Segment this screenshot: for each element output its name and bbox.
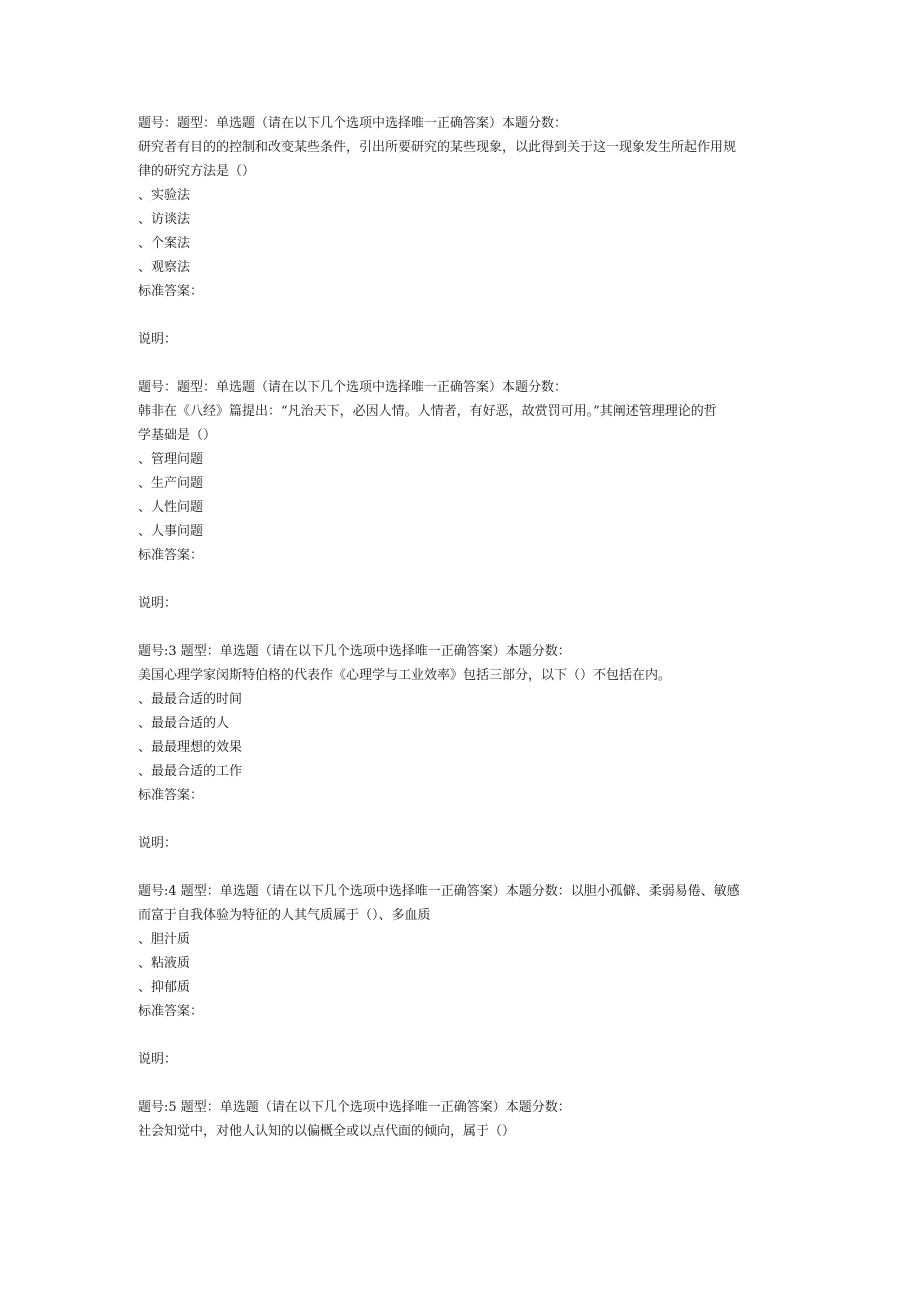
- answer-option: 、观察法: [138, 260, 191, 275]
- question-stem-line: 而富于自我体验为特征的人其气质属于（）、多血质: [138, 908, 431, 923]
- answer-option: 、管理问题: [138, 452, 204, 467]
- question-header: 题号:3 题型：单选题（请在以下几个选项中选择唯一正确答案）本题分数：: [138, 644, 571, 659]
- answer-option: 、最最理想的效果: [138, 740, 243, 755]
- question-2: [138, 376, 798, 616]
- answer-option: 、人性问题: [138, 500, 204, 515]
- spacer: [138, 1024, 798, 1048]
- answer-option: 、最最合适的时间: [138, 692, 243, 707]
- question-stem-line: 研究者有目的的控制和改变某些条件，引出所要研究的某些现象，以此得到关于这一现象发生所起作用规: [138, 140, 737, 155]
- answer-option: 、抑郁质: [138, 980, 191, 995]
- question-5: [138, 1096, 798, 1144]
- spacer: [138, 304, 798, 328]
- question-stem-line: 学基础是（）: [138, 428, 217, 443]
- question-stem-line: 律的研究方法是（）: [138, 164, 256, 179]
- document-page: [138, 112, 798, 1168]
- answer-option: 、个案法: [138, 236, 191, 251]
- question-stem-line: 韩非在《八经》篇提出：“凡治天下，必因人情。人情者，有好恶，故赏罚可用。”其阐述管理理论的哲: [138, 404, 717, 419]
- standard-answer-label: 标准答案：: [138, 1004, 204, 1019]
- explanation-label: 说明：: [138, 596, 178, 611]
- explanation-label: 说明：: [138, 1052, 178, 1067]
- question-stem-line: 美国心理学家闵斯特伯格的代表作《心理学与工业效率》包括三部分，以下（）不包括在内。: [138, 668, 672, 683]
- standard-answer-label: 标准答案：: [138, 788, 204, 803]
- answer-option: 、生产问题: [138, 476, 204, 491]
- question-header: 题号：题型：单选题（请在以下几个选项中选择唯一正确答案）本题分数：: [138, 380, 568, 395]
- spacer: [138, 568, 798, 592]
- answer-option: 、访谈法: [138, 212, 191, 227]
- question-header: 题号:4 题型：单选题（请在以下几个选项中选择唯一正确答案）本题分数：以胆小孤僻、柔弱易倦、敏感: [138, 884, 740, 899]
- standard-answer-label: 标准答案：: [138, 284, 204, 299]
- explanation-label: 说明：: [138, 332, 178, 347]
- question-header: 题号:5 题型：单选题（请在以下几个选项中选择唯一正确答案）本题分数：: [138, 1100, 571, 1115]
- standard-answer-label: 标准答案：: [138, 548, 204, 563]
- question-stem-line: 社会知觉中，对他人认知的以偏概全或以点代面的倾向，属于（）: [138, 1124, 516, 1139]
- answer-option: 、胆汁质: [138, 932, 191, 947]
- answer-option: 、最最合适的工作: [138, 764, 243, 779]
- answer-option: 、最最合适的人: [138, 716, 230, 731]
- question-header: 题号：题型：单选题（请在以下几个选项中选择唯一正确答案）本题分数：: [138, 116, 568, 131]
- answer-option: 、实验法: [138, 188, 191, 203]
- question-3: [138, 640, 798, 856]
- question-1: [138, 112, 798, 352]
- answer-option: 、粘液质: [138, 956, 191, 971]
- spacer: [138, 808, 798, 832]
- answer-option: 、人事问题: [138, 524, 204, 539]
- explanation-label: 说明：: [138, 836, 178, 851]
- question-4: [138, 880, 798, 1072]
